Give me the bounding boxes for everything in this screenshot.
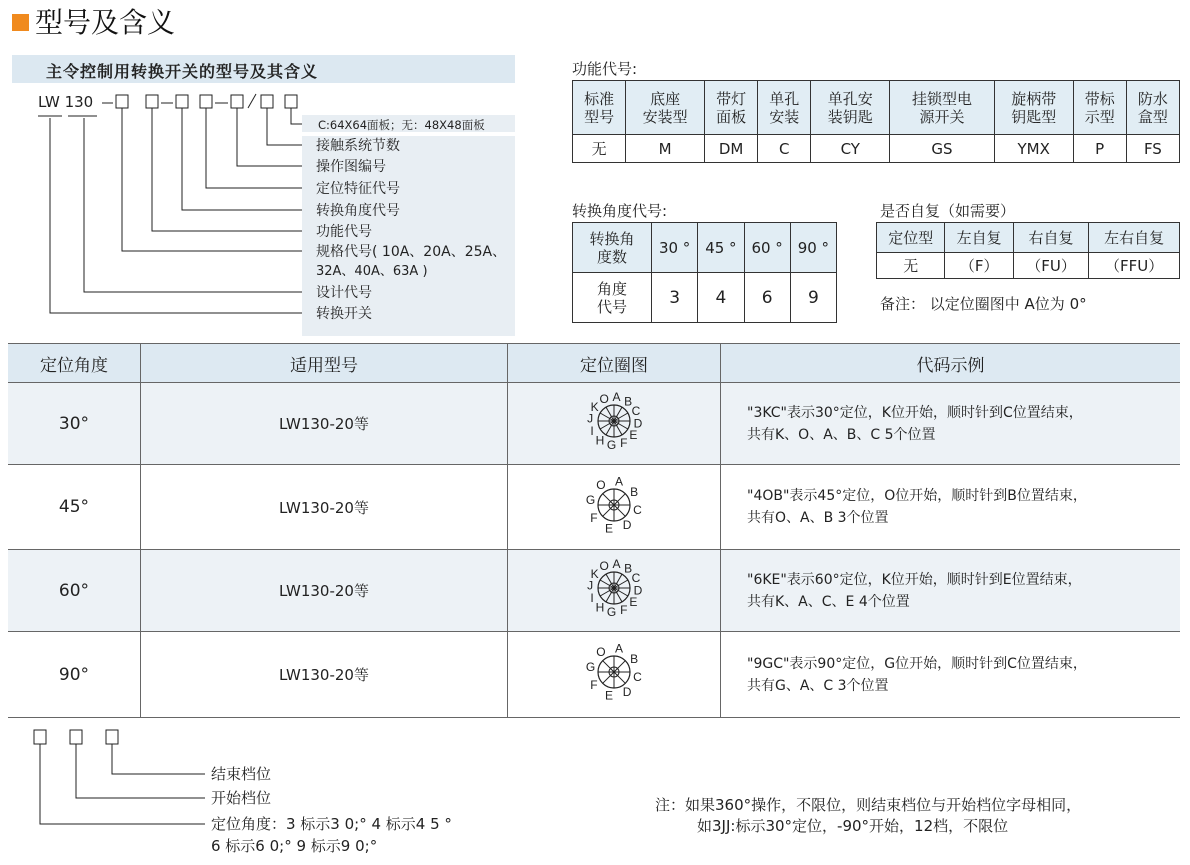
note-line-1: 注：如果360°操作，不限位，则结束档位与开始档位字母相同， [655, 796, 1082, 814]
remark: 备注： 以定位圈图中 A位为 0° [880, 295, 1087, 313]
function-header: 带标 示型 [1073, 81, 1126, 135]
legend-contact-sections: 接触系统节数 [316, 138, 400, 154]
dial-label: E [629, 428, 638, 443]
function-code: C [758, 135, 811, 163]
legend-design-code: 设计代号 [316, 285, 372, 301]
dial-label: D [622, 517, 632, 532]
dial-label: G [606, 604, 617, 619]
angle-code-cell: 6 [744, 273, 790, 323]
function-header: 旋柄带 钥匙型 [994, 81, 1073, 135]
dial-spoke [603, 493, 614, 504]
dial-label: F [620, 435, 628, 450]
reset-value: （FU） [1013, 253, 1088, 279]
reset-header: 左右自复 [1089, 223, 1180, 253]
page-title: 型号及含义 [12, 6, 175, 40]
dial-label: I [590, 590, 594, 605]
banner-text: 主令控制用转换开关的型号及其含义 [46, 62, 319, 81]
table-row [8, 632, 1180, 718]
reset-value: （FFU） [1089, 253, 1180, 279]
dial-label: C [631, 404, 641, 419]
reset-table [876, 222, 1180, 279]
angle-row1-label: 转换角 度数 [573, 223, 652, 273]
function-code: DM [705, 135, 758, 163]
dial-label: O [599, 392, 609, 407]
dial-label: D [633, 416, 643, 431]
model-series: 130 [64, 93, 94, 111]
dial-label: J [587, 578, 594, 593]
table-row [8, 550, 1180, 632]
legend-switch: 转换开关 [316, 306, 372, 322]
table-row [8, 383, 1180, 465]
function-code: FS [1126, 135, 1179, 163]
function-header: 防水 盒型 [1126, 81, 1179, 135]
bottom-end-position: 结束档位 [211, 765, 272, 783]
angle-code-cell: 9 [790, 273, 836, 323]
function-header: 单孔 安装 [758, 81, 811, 135]
dial-label: D [633, 583, 643, 598]
legend-spec-code: 规格代号( 10A、20A、25A、 [316, 244, 507, 260]
function-code: YMX [994, 135, 1073, 163]
angle-code-cell: 4 [698, 273, 744, 323]
angle-cell: 60 ° [744, 223, 790, 273]
col-header-model: 适用型号 [141, 344, 508, 383]
example-line-2: 共有O、A、B 3个位置 [747, 510, 889, 526]
legend-diagram-number: 操作图编号 [316, 159, 386, 175]
legend-positioning-code: 定位特征代号 [316, 181, 400, 197]
col-header-diagram: 定位圈图 [508, 344, 721, 383]
dial-label: O [599, 559, 609, 574]
dial-label: C [631, 571, 641, 586]
col-header-example: 代码示例 [721, 344, 1181, 383]
row-diagram [508, 383, 721, 465]
dial-label: K [590, 566, 599, 581]
table-row [8, 465, 1180, 550]
function-code: GS [890, 135, 995, 163]
legend-spec-code-cont: 32A、40A、63A ) [316, 264, 428, 279]
dial-label: G [606, 437, 617, 452]
row-diagram [508, 465, 721, 550]
col-header-angle: 定位角度 [8, 344, 141, 383]
row-angle: 45° [8, 465, 141, 550]
angle-cell: 90 ° [790, 223, 836, 273]
row-model: LW130-20等 [141, 383, 508, 465]
dial-label: C [633, 502, 642, 517]
function-code: P [1073, 135, 1126, 163]
positioning-dial [569, 383, 659, 459]
positioning-dial [569, 467, 659, 543]
function-code: M [626, 135, 705, 163]
row-model: LW130-20等 [141, 550, 508, 632]
function-code: 无 [573, 135, 626, 163]
reset-caption: 是否自复（如需要） [880, 202, 1016, 220]
dial-label: H [595, 600, 605, 615]
bottom-angle: 定位角度：3 标示3 0;° 4 标示4 5 ° [211, 815, 452, 833]
positioning-dial [569, 550, 659, 626]
function-header: 带灯 面板 [705, 81, 758, 135]
model-prefix: LW [38, 93, 60, 111]
dial-label: B [630, 651, 639, 666]
angle-code-cell: 3 [652, 273, 698, 323]
row-angle: 30° [8, 383, 141, 465]
dial-label: A [612, 557, 621, 572]
row-diagram [508, 550, 721, 632]
angle-cell: 30 ° [652, 223, 698, 273]
angle-table [572, 222, 837, 323]
row-example [721, 383, 1181, 465]
reset-header: 左自复 [945, 223, 1013, 253]
function-header: 挂锁型电 源开关 [890, 81, 995, 135]
reset-value: 无 [877, 253, 945, 279]
reset-header: 定位型 [877, 223, 945, 253]
positioning-table [8, 343, 1180, 718]
dial-label: E [604, 688, 614, 703]
dial-label: E [629, 595, 638, 610]
dial-label: I [590, 423, 594, 438]
dial-label: K [590, 399, 599, 414]
dial-label: A [614, 641, 624, 656]
angle-cell: 45 ° [698, 223, 744, 273]
row-angle: 60° [8, 550, 141, 632]
dial-spoke [614, 661, 625, 672]
positioning-dial [569, 634, 659, 710]
dial-label: C [633, 670, 642, 684]
reset-value: （F） [945, 253, 1013, 279]
bottom-start-position: 开始档位 [211, 789, 272, 807]
function-header: 单孔安 装钥匙 [811, 81, 890, 135]
dial-label: O [596, 644, 606, 659]
function-code: CY [811, 135, 890, 163]
dial-spoke [603, 672, 614, 683]
bottom-code-diagram [0, 720, 220, 840]
row-example [721, 465, 1181, 550]
dial-spoke [614, 493, 625, 504]
dial-spoke [603, 505, 614, 516]
angle-row2-label: 角度 代号 [573, 273, 652, 323]
dial-spoke [614, 672, 625, 683]
row-diagram [508, 632, 721, 718]
dial-label: F [590, 678, 598, 693]
example-line-1: "9GC"表示90°定位，G位开始，顺时针到C位置结束， [747, 655, 1087, 672]
example-line-2: 共有K、A、C、E 4个位置 [747, 593, 910, 610]
dial-label: H [595, 433, 605, 448]
example-line-2: 共有G、A、C 3个位置 [747, 677, 889, 694]
dial-label: O [596, 477, 606, 492]
example-line-1: "3KC"表示30°定位，K位开始，顺时针到C位置结束， [747, 404, 1083, 421]
row-model: LW130-20等 [141, 465, 508, 550]
dial-label: B [624, 561, 633, 576]
angle-caption: 转换角度代号: [572, 202, 668, 220]
row-angle: 90° [8, 632, 141, 718]
dial-label: G [585, 660, 596, 674]
function-header: 标准 型号 [573, 81, 626, 135]
note-line-2: 如3JJ:标示30°定位，-90°开始，12档，不限位 [697, 817, 1009, 835]
example-line-1: "4OB"表示45°定位，O位开始，顺时针到B位置结束， [747, 488, 1087, 504]
function-table [572, 80, 1180, 163]
dial-label: E [604, 521, 614, 535]
dial-spoke [603, 661, 614, 672]
dial-label: A [612, 390, 621, 405]
row-model: LW130-20等 [141, 632, 508, 718]
row-example [721, 550, 1181, 632]
function-caption: 功能代号: [572, 60, 638, 78]
dial-label: D [622, 685, 632, 700]
dial-label: G [585, 492, 596, 507]
bottom-angle-cont: 6 标示6 0;° 9 标示9 0;° [211, 837, 378, 855]
legend-panel-size: C:64X64面板；无：48X48面板 [318, 118, 485, 132]
legend-angle-code: 转换角度代号 [316, 203, 400, 219]
dial-label: J [587, 411, 594, 426]
dial-label: F [590, 510, 598, 525]
example-line-1: "6KE"表示60°定位，K位开始，顺时针到E位置结束， [747, 571, 1082, 588]
dial-label: B [624, 394, 633, 409]
example-line-2: 共有K、O、A、B、C 5个位置 [747, 426, 936, 443]
reset-header: 右自复 [1013, 223, 1088, 253]
function-header: 底座 安装型 [626, 81, 705, 135]
dial-spoke [614, 505, 625, 516]
dial-label: A [614, 474, 624, 488]
dial-label: F [620, 602, 628, 617]
legend-function-code: 功能代号 [316, 224, 372, 240]
row-example [721, 632, 1181, 718]
dial-label: B [630, 484, 639, 499]
